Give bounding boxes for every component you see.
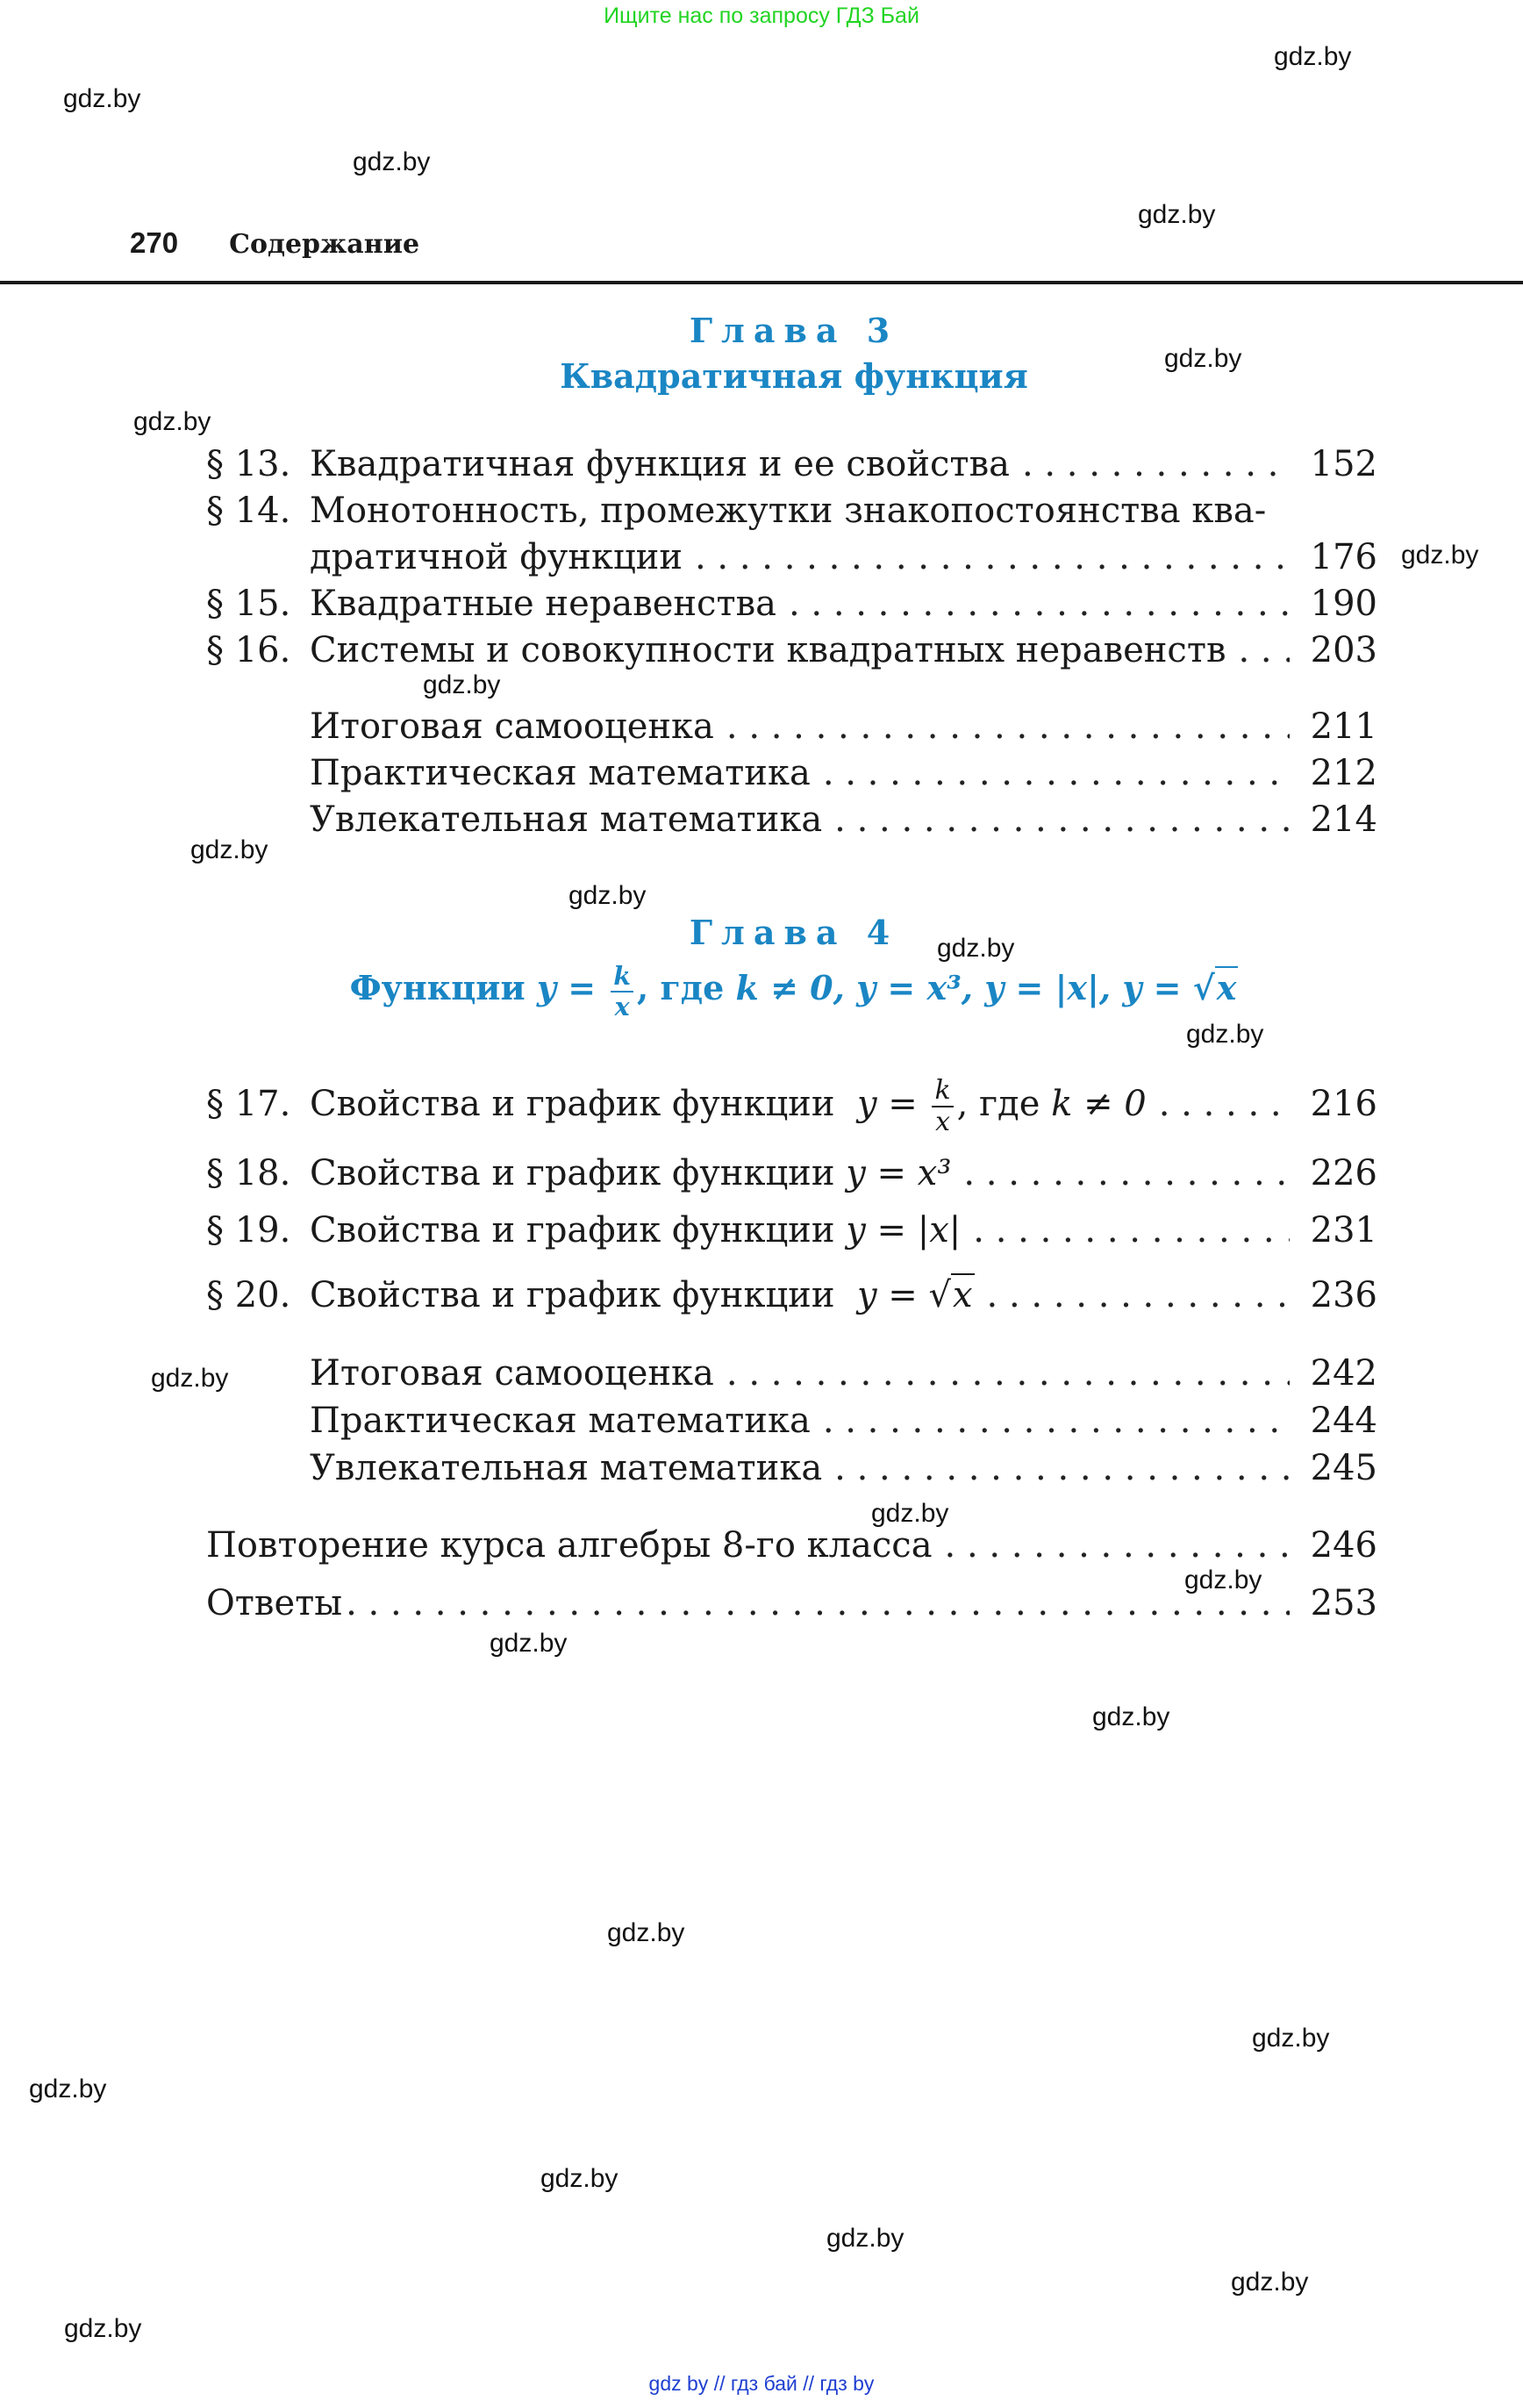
sqrt-icon: √x xyxy=(1192,968,1237,1007)
watermark: gdz.by xyxy=(871,1499,949,1528)
watermark: gdz.by xyxy=(607,1918,685,1947)
page-ref: 176 xyxy=(1310,537,1377,577)
dot-leader xyxy=(963,1153,1290,1193)
section-title: Свойства и график функции y = $\frac{k}{x}$ , где k ≠ 0 xyxy=(310,1075,1147,1137)
chapter-3-title: Квадратичная функция xyxy=(560,356,1028,396)
fraction-k-over-x: $\frac{k}{x}$ xyxy=(932,1078,953,1136)
page-ref: 245 xyxy=(1310,1448,1377,1488)
dot-leader xyxy=(823,753,1290,793)
chapter-4-label: Глава 4 xyxy=(689,913,899,952)
dot-leader xyxy=(834,799,1290,840)
section-title: Квадратные неравенства xyxy=(310,584,776,624)
header-rule xyxy=(0,281,1523,284)
dot-leader xyxy=(726,1353,1290,1394)
page-ref: 212 xyxy=(1310,753,1377,793)
watermark: gdz.by xyxy=(1138,200,1216,229)
toc-entry-13[interactable] xyxy=(206,444,1377,488)
dot-leader xyxy=(789,584,1290,624)
running-head xyxy=(130,226,419,260)
page-ref: 152 xyxy=(1310,444,1377,484)
formula-cube: y = x³, xyxy=(856,968,973,1007)
extra-title: Увлекательная математика xyxy=(310,799,823,840)
page-ref: 242 xyxy=(1310,1353,1377,1394)
formula-y-eq: y = xyxy=(536,968,597,1007)
toc-extra-self-assessment-ch3[interactable] xyxy=(310,706,1377,750)
watermark: gdz.by xyxy=(423,670,501,699)
watermark: gdz.by xyxy=(540,2164,618,2193)
extra-title: Итоговая самооценка xyxy=(310,1353,714,1394)
watermark: gdz.by xyxy=(1186,1020,1264,1049)
watermark: gdz.by xyxy=(1274,42,1352,71)
section-title: Монотонность, промежутки знакопостоянства ква- xyxy=(310,491,1267,531)
section-number: § 16. xyxy=(206,630,291,670)
section-title-continuation: дратичной функции xyxy=(310,537,683,577)
section-title: Свойства и график функции y = |x| xyxy=(310,1210,962,1251)
formula-sqrt-prefix: y = xyxy=(1122,968,1182,1007)
top-banner: Ищите нас по запросу ГДЗ Бай xyxy=(604,4,919,28)
dot-leader xyxy=(987,1275,1290,1315)
running-title: Содержание xyxy=(229,229,420,260)
chapter-4-title: Функции y = $\frac{k}{x}$ , где k ≠ 0, y = x³, y = |x|, y = √x xyxy=(349,961,1237,1021)
formula-abs: y = |x|, xyxy=(984,968,1112,1007)
watermark: gdz.by xyxy=(1164,344,1242,373)
watermark: gdz.by xyxy=(151,1364,229,1393)
toc-extra-fun-math-ch4[interactable] xyxy=(310,1448,1377,1492)
watermark: gdz.by xyxy=(568,881,647,910)
extra-title: Практическая математика xyxy=(310,753,811,793)
toc-entry-14[interactable] xyxy=(206,491,1377,534)
dot-leader xyxy=(1159,1084,1290,1124)
dot-leader xyxy=(945,1525,1290,1566)
page-ref: 246 xyxy=(1310,1525,1377,1566)
watermark: gdz.by xyxy=(133,407,211,436)
watermark: gdz.by xyxy=(490,1629,568,1658)
section-number: § 13. xyxy=(206,444,291,484)
section-number: § 15. xyxy=(206,584,291,624)
chapter-4-title-prefix: Функции xyxy=(349,968,526,1007)
section-number: § 14. xyxy=(206,491,291,531)
page-ref: 211 xyxy=(1310,706,1377,747)
bottom-banner: gdz by // гдз бай // гдз by xyxy=(648,2372,875,2395)
watermark: gdz.by xyxy=(1401,541,1479,570)
toc-extra-self-assessment-ch4[interactable] xyxy=(310,1353,1377,1397)
watermark: gdz.by xyxy=(1092,1702,1170,1731)
extra-title: Итоговая самооценка xyxy=(310,706,714,747)
watermark: gdz.by xyxy=(1184,1566,1262,1595)
watermark: gdz.by xyxy=(190,835,268,864)
section-title: Свойства и график функции y = √x xyxy=(310,1275,973,1315)
watermark: gdz.by xyxy=(353,147,431,176)
toc-review-course[interactable] xyxy=(206,1525,1377,1569)
page-ref: 216 xyxy=(1310,1084,1377,1124)
toc-entry-20[interactable] xyxy=(206,1275,1377,1319)
toc-entry-17[interactable] xyxy=(206,1075,1377,1137)
page-ref: 236 xyxy=(1310,1275,1377,1315)
dot-leader xyxy=(823,1401,1290,1441)
dot-leader xyxy=(834,1448,1290,1488)
page-ref: 244 xyxy=(1310,1401,1377,1441)
toc-entry-18[interactable] xyxy=(206,1153,1377,1197)
watermark: gdz.by xyxy=(1231,2268,1309,2297)
watermark: gdz.by xyxy=(826,2224,905,2253)
dot-leader xyxy=(695,537,1290,577)
fraction-k-over-x: $\frac{k}{x}$ xyxy=(611,964,633,1019)
toc-entry-19[interactable] xyxy=(206,1210,1377,1254)
page-ref: 253 xyxy=(1310,1583,1377,1623)
toc-entry-16[interactable] xyxy=(206,630,1377,674)
dot-leader xyxy=(973,1210,1290,1251)
extra-title: Практическая математика xyxy=(310,1401,811,1441)
section-number: § 19. xyxy=(206,1210,291,1251)
page-ref: 231 xyxy=(1310,1210,1377,1251)
dot-leader xyxy=(1238,630,1290,670)
back-matter-title: Ответы xyxy=(206,1583,343,1623)
dot-leader xyxy=(346,1583,1290,1623)
page-number: 270 xyxy=(130,226,179,259)
toc-extra-practical-math-ch3[interactable] xyxy=(310,753,1377,797)
section-title: Свойства и график функции y = x³ xyxy=(310,1153,952,1193)
section-number: § 20. xyxy=(206,1275,291,1315)
watermark: gdz.by xyxy=(63,84,141,113)
toc-extra-fun-math-ch3[interactable] xyxy=(310,799,1377,843)
back-matter-title: Повторение курса алгебры 8-го класса xyxy=(206,1525,933,1566)
page-ref: 214 xyxy=(1310,799,1377,840)
dot-leader xyxy=(1022,444,1290,484)
extra-title: Увлекательная математика xyxy=(310,1448,823,1488)
page-ref: 226 xyxy=(1310,1153,1377,1193)
toc-entry-15[interactable] xyxy=(206,584,1377,627)
chapter-3-label: Глава 3 xyxy=(689,311,899,350)
section-title: Системы и совокупности квадратных неравенств xyxy=(310,630,1226,670)
dot-leader xyxy=(726,706,1290,747)
toc-extra-practical-math-ch4[interactable] xyxy=(310,1401,1377,1444)
section-number: § 17. xyxy=(206,1084,291,1124)
page-ref: 190 xyxy=(1310,584,1377,624)
page-ref: 203 xyxy=(1310,630,1377,670)
watermark: gdz.by xyxy=(64,2314,142,2343)
watermark: gdz.by xyxy=(1252,2024,1330,2053)
formula-k-neq-0: k ≠ 0, xyxy=(735,968,845,1007)
section-title: Квадратичная функция и ее свойства xyxy=(310,444,1010,484)
watermark: gdz.by xyxy=(937,934,1015,963)
section-number: § 18. xyxy=(206,1153,291,1193)
toc-entry-14-continuation[interactable] xyxy=(310,537,1377,581)
sqrt-icon: √x xyxy=(928,1275,973,1315)
watermark: gdz.by xyxy=(29,2075,107,2103)
